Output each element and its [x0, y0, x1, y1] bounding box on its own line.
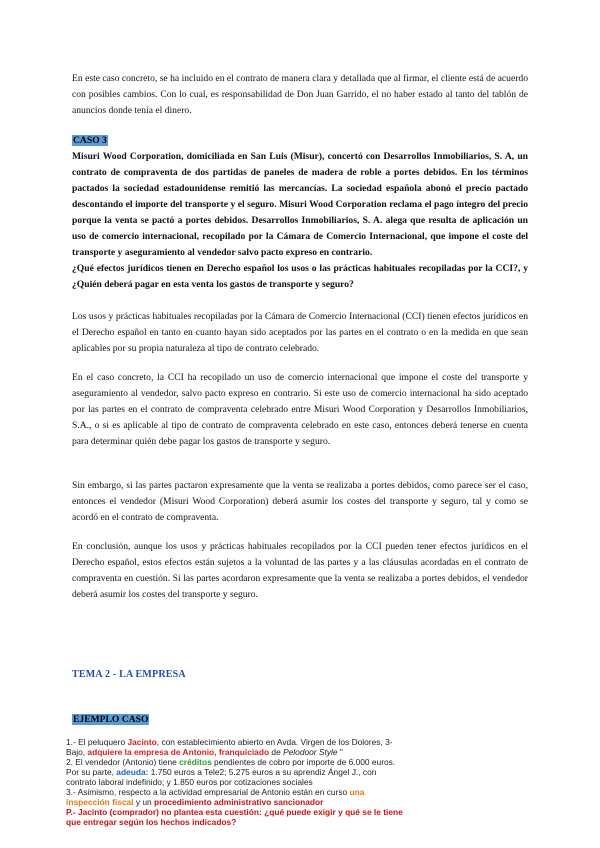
ejemplo-highlight: adquiere la empresa de Antonio, franquiciado	[87, 747, 270, 757]
ejemplo-text: , con establecimiento abierto en Avda. Virgen de los Dolores, 3-Bajo,	[66, 737, 393, 757]
ejemplo-brand: Pelodoor Style	[283, 747, 338, 757]
ejemplo-caso-image	[66, 737, 406, 848]
ejemplo-text: y un	[133, 797, 154, 807]
answer-paragraph-2: En el caso concreto, la CCI ha recopilado un uso de comercio internacional que impone el coste del transporte y aseguramiento al vendedor, salvo pacto expreso en contrario. Si este uso de comercio internacional ha sido aceptado por las partes en el contrato de compraventa celebrado entre Misuri Wood Corporation y Desarrollos Inmobiliarios, S.A., o si es aplicable al tipo de contrato de compraventa celebrado en este caso, entonces deberá tenerse en cuenta para determinar quién debe pagar los gastos de transporte y seguro.	[72, 372, 528, 447]
caso3-block	[72, 133, 528, 293]
caso3-question: ¿Qué efectos jurídicos tienen en Derecho español los usos o las prácticas habituales recopiladas por la CCI?, y ¿Quién deberá pagar en esta venta los gastos de transporte y seguro?	[72, 263, 528, 290]
ejemplo-text: 1.- El peluquero	[66, 737, 128, 747]
ejemplo-highlight: adeuda:	[116, 767, 149, 777]
ejemplo-highlight: una inspección fiscal	[66, 787, 365, 807]
ejemplo-text: pendientes de cobro por importe de 6.000 euros. Por su parte,	[66, 757, 396, 777]
ejemplo-line-4	[66, 807, 406, 827]
answer-paragraph-1: Los usos y prácticas habituales recopiladas por la Cámara de Comercio Internacional (CCI) tienen efectos jurídicos en el Derecho español en tanto en cuanto hayan sido aceptados por las partes en el contrato o en la medida en que sean aplicables por su propia naturaleza al tipo de contrato celebrado.	[72, 311, 528, 354]
caso3-statement: Misuri Wood Corporation, domiciliada en San Luis (Misur), concertó con Desarrollos Inmobiliarios, S. A, un contrato de compraventa de dos partidas de paneles de madera de roble a portes debidos. En los términos pactados la sociedad estadounidense remitió las mercancías. La sociedad española abonó el precio pactado descontando el importe del transporte y el seguro. Misuri Wood Corporation reclama el pago íntegro del precio porque la venta se pactó a portes debidos. Desarrollos Inmobiliarios, S. A. alega que resulta de aplicación un uso de comercio internacional, recopilado por la Cámara de Comercio Internacional, que impone el coste del transporte y aseguramiento al vendedor salvo pacto expreso en contrario.	[72, 151, 528, 258]
tema-heading: TEMA 2 - LA EMPRESA	[72, 669, 186, 680]
ejemplo-question: P.- Jacinto (comprador) no plantea esta cuestión: ¿qué puede exigir y qué se le tiene que entregar según los hechos indicados?	[66, 807, 403, 827]
ejemplo-line-3	[66, 787, 406, 807]
intro-paragraph: En este caso concreto, se ha incluido en el contrato de manera clara y detallada que al firmar, el cliente está de acuerdo con posibles cambios. Con lo cual, es responsabilidad de Don Juan Garrido, el no haber estado al tanto del tablón de anuncios donde tenía el dinero.	[72, 73, 528, 116]
answer-paragraph-3: Sin embargo, si las partes pactaron expresamente que la venta se realizaba a portes debidos, como parece ser el caso, entonces el vendedor (Misuri Wood Corporation) deberá asumir los costes del transporte y seguro, tal y como se acordó en el contrato de compraventa.	[72, 480, 528, 523]
ejemplo-label-row	[72, 712, 528, 728]
ejemplo-line-2	[66, 757, 406, 787]
ejemplo-label: EJEMPLO CASO	[73, 714, 149, 725]
ejemplo-text: 2. El vendedor (Antonio) tiene	[66, 757, 180, 767]
ejemplo-text: 1.750 euros a Tele2; 5.275 euros a su aprendiz Ángel J., con contrato laboral indefinido; y 1.850 euros por cotizaciones sociales	[66, 767, 377, 787]
ejemplo-highlight: procedimiento administrativo sancionador	[153, 797, 324, 807]
ejemplo-text: 3.- Asimismo, respecto a la actividad empresarial de Antonio están en curso	[66, 787, 350, 797]
ejemplo-text: "	[337, 747, 343, 757]
answer-paragraph-4: En conclusión, aunque los usos y prácticas habituales recopilados por la CCI pueden tener efectos jurídicos en el Derecho español, estos efectos están sujetos a la voluntad de las partes y a las cláusulas acordadas en el contrato de compraventa en cuestión. Si las partes acordaron expresamente que la venta se realizaba a portes debidos, el vendedor deberá asumir los costes del transporte y seguro.	[72, 541, 528, 600]
ejemplo-text: de	[269, 747, 284, 757]
caso3-label: CASO 3	[73, 135, 107, 146]
ejemplo-line-1	[66, 737, 406, 757]
ejemplo-highlight: Jacinto	[127, 737, 157, 747]
ejemplo-highlight: créditos	[179, 757, 212, 767]
